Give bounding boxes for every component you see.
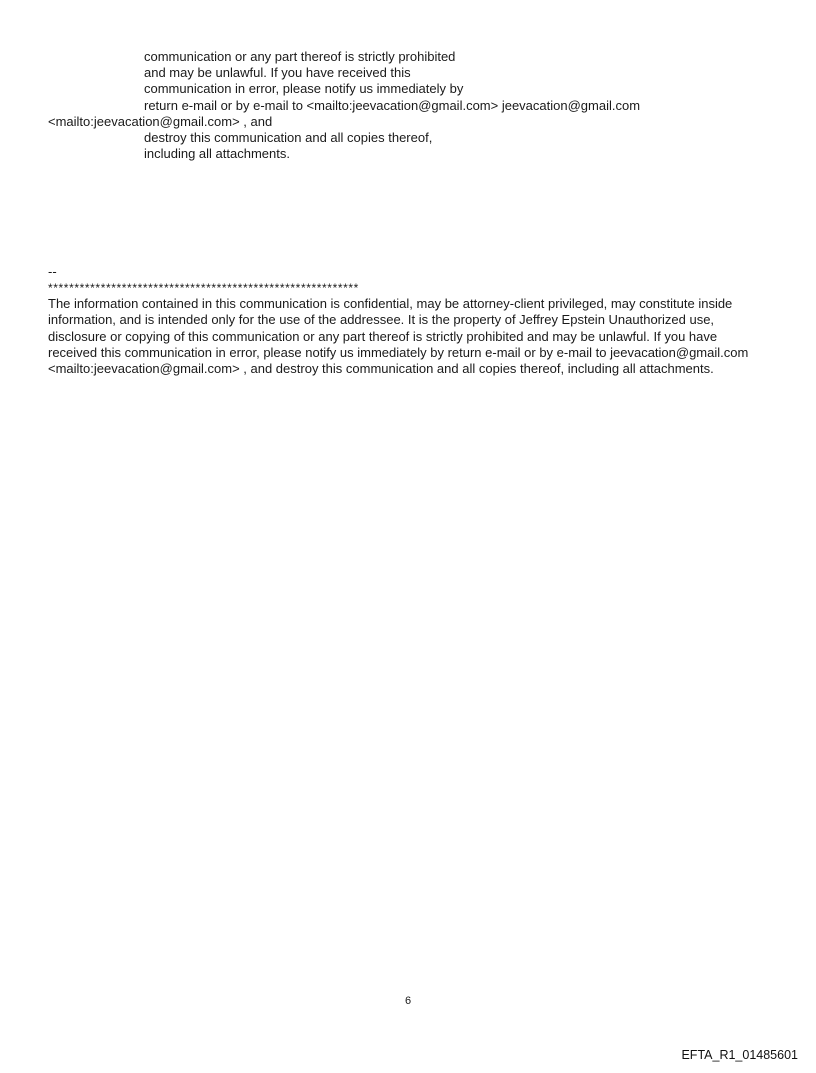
signature-separator: *********************************************************** <box>48 281 359 296</box>
signature-block <box>48 264 768 377</box>
quoted-line: and may be unlawful. If you have received this <box>144 65 411 81</box>
quoted-line: communication in error, please notify us immediately by <box>144 81 464 97</box>
quoted-line: communication or any part thereof is strictly prohibited <box>144 49 456 64</box>
quoted-disclaimer <box>48 49 788 162</box>
quoted-line: <mailto:jeevacation@gmail.com> , and <box>48 113 273 129</box>
document-id: EFTA_R1_01485601 <box>681 1048 798 1062</box>
quoted-line: including all attachments. <box>144 146 290 162</box>
confidentiality-disclaimer: The information contained in this communication is confidential, may be attorney-client privileged, may constitute inside information, and is intended only for the use of the addressee. It is the property of Jeffrey Epstein Unauthorized use, disclosure or copying of this communication or any part thereof is strictly prohibited and may be unlawful. If you have received this communication in error, please notify us immediately by return e-mail or by e-mail to jeevacation@gmail.com <mailto:jeevacation@gmail.com> , and destroy this communication and all copies thereof, including all attachments. <box>48 296 749 377</box>
page-number: 6 <box>404 995 412 1007</box>
signature-dash: -- <box>48 264 57 279</box>
quoted-line: return e-mail or by e-mail to <mailto:jeevacation@gmail.com> jeevacation@gmail.com <box>144 97 641 113</box>
quoted-line: destroy this communication and all copies thereof, <box>144 130 433 146</box>
